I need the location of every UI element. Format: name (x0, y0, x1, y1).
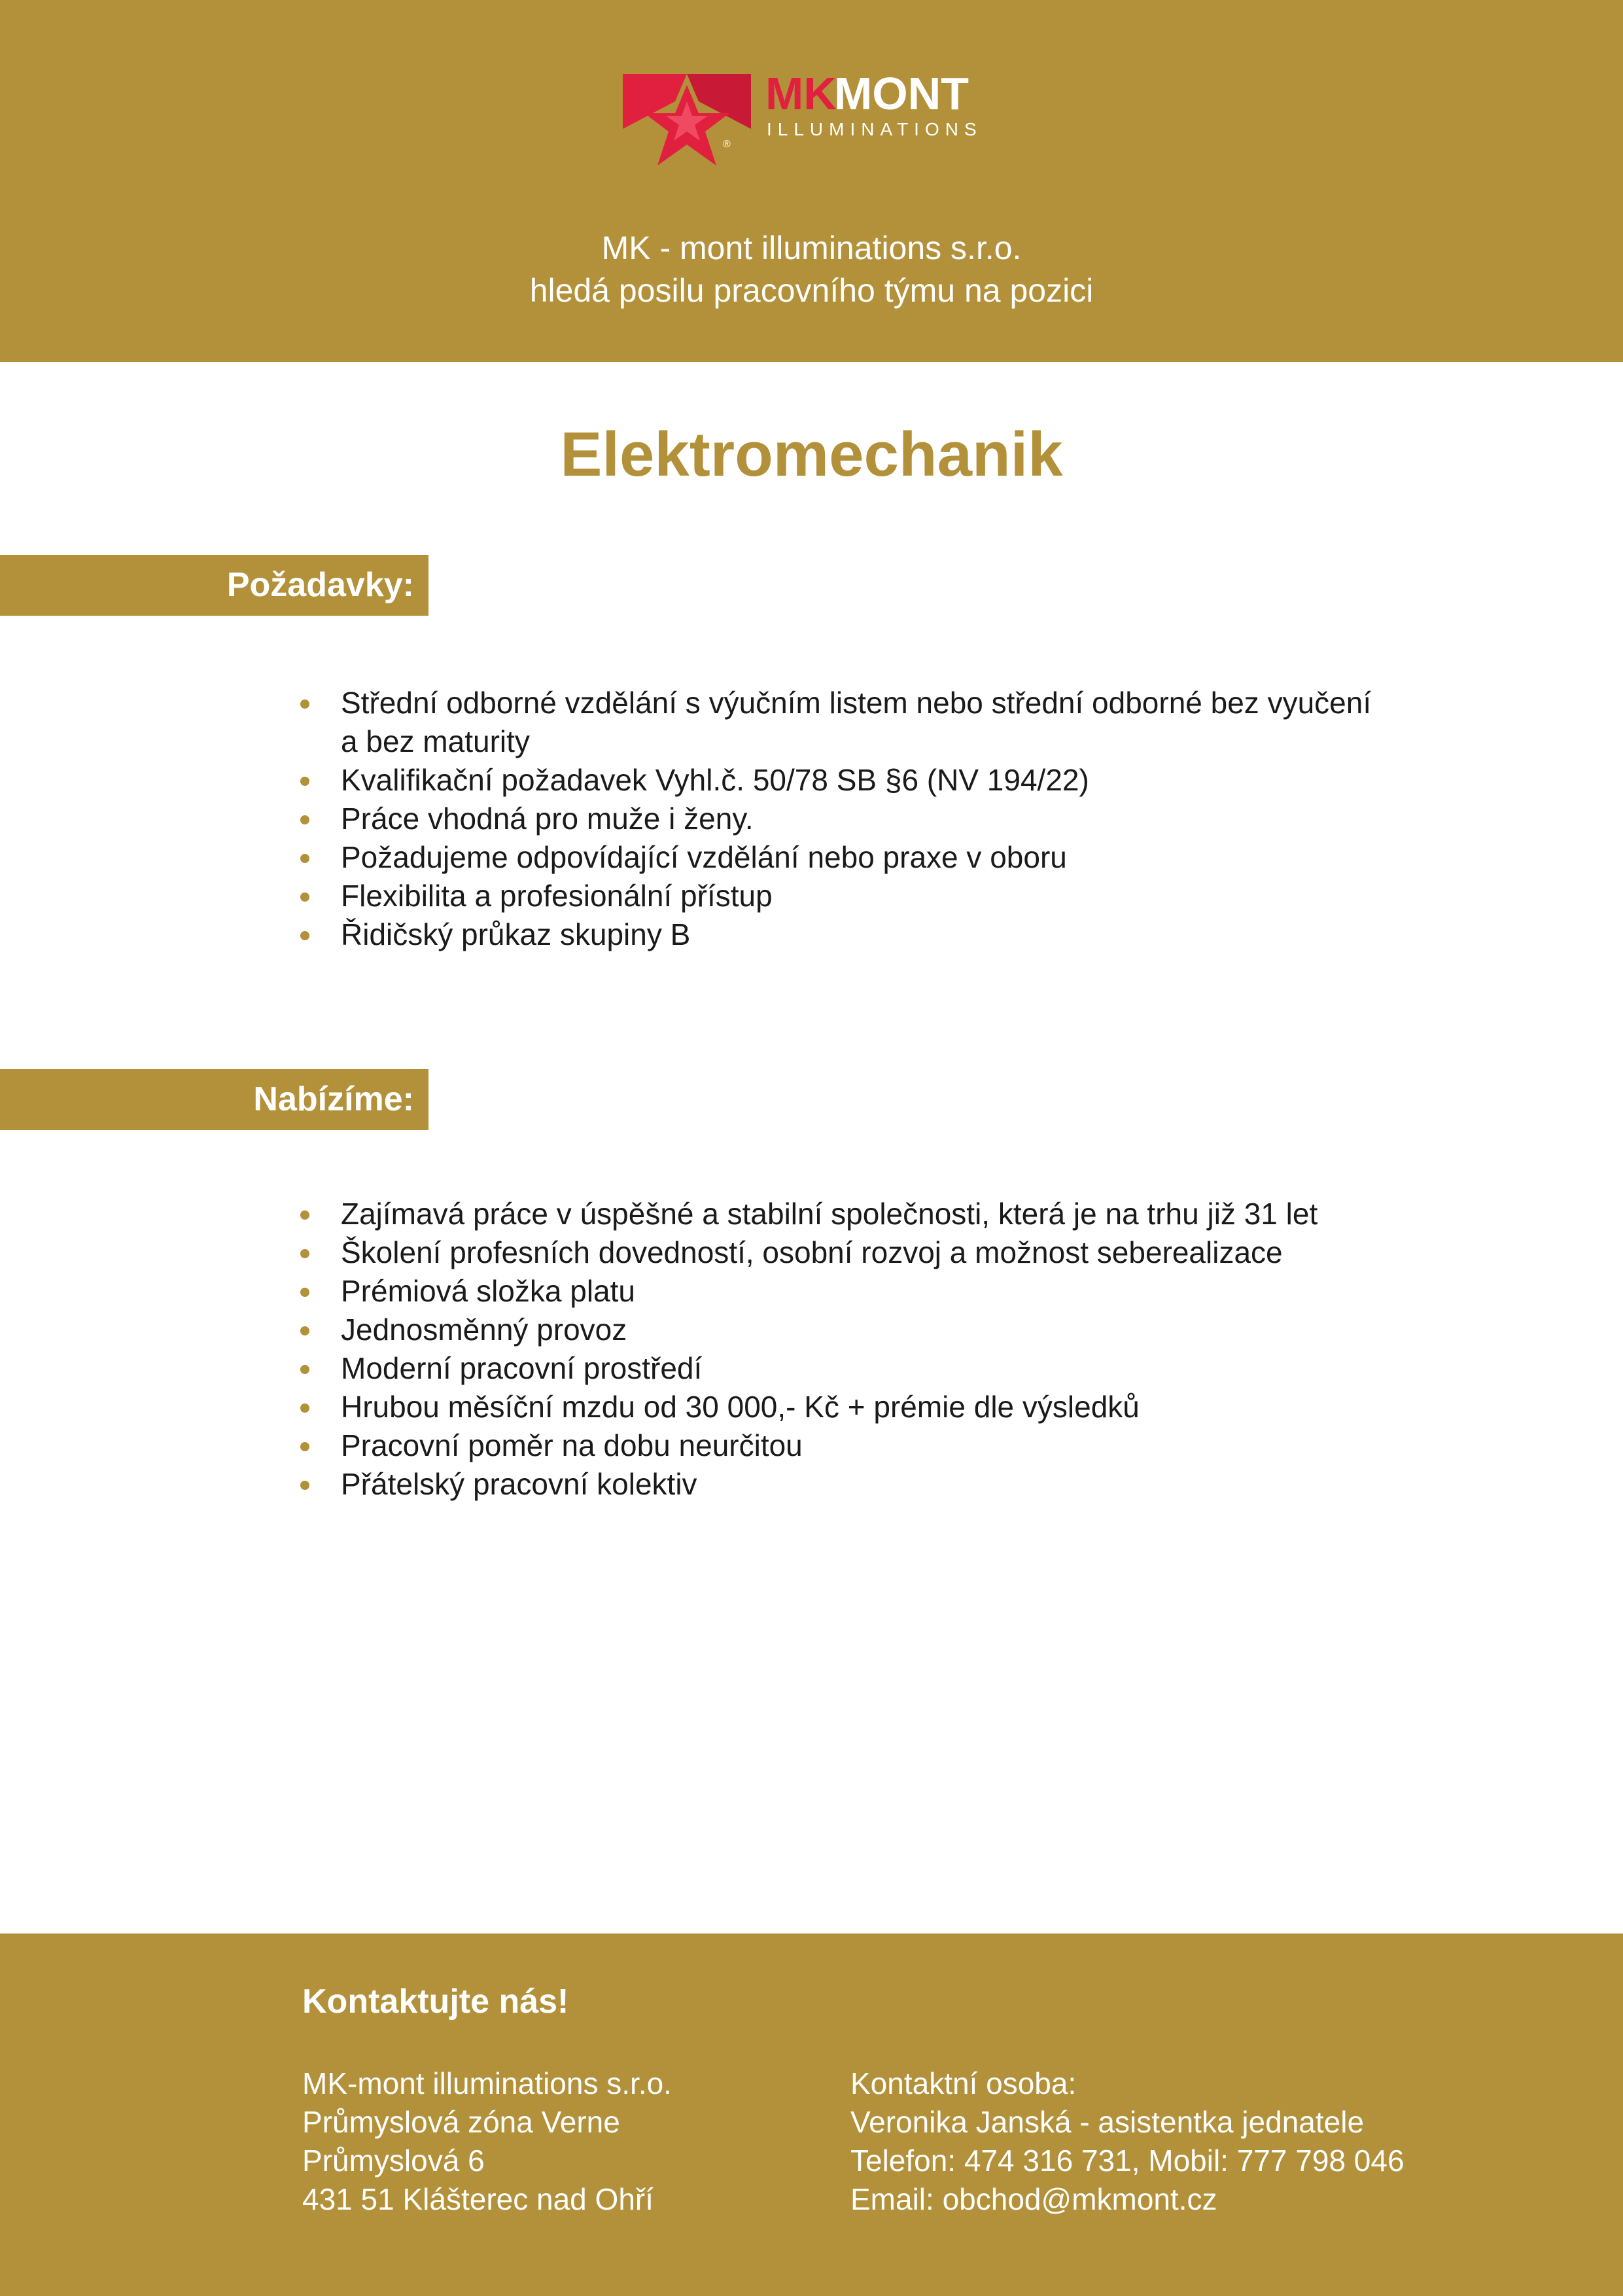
list-item: Školení profesních dovedností, osobní rozvoj a možnost seberealizace (298, 1233, 1318, 1272)
company-address (302, 2064, 672, 2219)
bullet-icon (300, 1442, 309, 1451)
logo-mont-text: MONT (834, 68, 969, 119)
list-item: Řidičský průkaz skupiny B (298, 915, 1371, 954)
bullet-icon (300, 777, 309, 786)
list-item: Přátelský pracovní kolektiv (298, 1465, 1318, 1504)
logo-illuminations-text: ILLUMINATIONS (767, 119, 983, 139)
contact-person (850, 2064, 1405, 2219)
offer-heading: Nabízíme: (0, 1069, 428, 1130)
contact-email[interactable]: Email: obchod@mkmont.cz (850, 2182, 1217, 2216)
requirements-list (298, 684, 1371, 954)
bullet-icon (300, 1288, 309, 1297)
mkmont-logo (621, 62, 1001, 177)
bullet-icon (300, 1210, 309, 1220)
list-item: Flexibilita a profesionální přístup (298, 877, 1371, 915)
contact-phone[interactable]: Telefon: 474 316 731, Mobil: 777 798 046 (850, 2144, 1405, 2178)
header-tagline: hledá posilu pracovního týmu na pozici (529, 272, 1094, 309)
list-item: Požadujeme odpovídající vzdělání nebo praxe v oboru (298, 838, 1371, 877)
header-banner (0, 0, 1623, 362)
registered-mark: ® (723, 139, 731, 150)
address-line: Průmyslová 6 (302, 2144, 485, 2178)
list-item: Práce vhodná pro muže i ženy. (298, 800, 1371, 838)
requirements-heading: Požadavky: (0, 555, 428, 616)
list-item: Moderní pracovní prostředí (298, 1349, 1318, 1388)
address-line: MK-mont illuminations s.r.o. (302, 2066, 672, 2100)
list-item: Střední odborné vzdělání s výučním listem nebo střední odborné bez vyučení a bez maturity (298, 684, 1371, 761)
list-item: Jednosměnný provoz (298, 1311, 1318, 1349)
bullet-icon (300, 1481, 309, 1490)
bullet-icon (300, 892, 309, 902)
footer-contact (0, 1934, 1623, 2296)
list-item: Pracovní poměr na dobu neurčitou (298, 1426, 1318, 1465)
list-item: Zajímavá práce v úspěšné a stabilní společnosti, která je na trhu již 31 let (298, 1195, 1318, 1233)
contact-name: Veronika Janská - asistentka jednatele (850, 2105, 1365, 2139)
offer-list (298, 1195, 1318, 1504)
bullet-icon (300, 854, 309, 863)
bullet-icon (300, 1249, 309, 1258)
address-line: 431 51 Klášterec nad Ohří (302, 2182, 654, 2216)
bullet-icon (300, 1365, 309, 1374)
logo-mk-text: MK (765, 68, 837, 119)
bullet-icon (300, 1326, 309, 1335)
list-item: Kvalifikační požadavek Vyhl.č. 50/78 SB §6 (NV 194/22) (298, 761, 1371, 800)
address-line: Průmyslová zóna Verne (302, 2105, 620, 2139)
job-title: Elektromechanik (560, 419, 1063, 489)
bullet-icon (300, 815, 309, 824)
list-item: Prémiová složka platu (298, 1272, 1318, 1311)
star-logo-icon (623, 74, 751, 166)
contact-heading: Kontaktujte nás! (302, 1983, 569, 2021)
bullet-icon (300, 931, 309, 940)
contact-label: Kontaktní osoba: (850, 2066, 1077, 2100)
list-item: Hrubou měsíční mzdu od 30 000,- Kč + prémie dle výsledků (298, 1388, 1318, 1426)
bullet-icon (300, 699, 309, 709)
header-company-line: MK - mont illuminations s.r.o. (601, 230, 1022, 266)
bullet-icon (300, 1404, 309, 1413)
